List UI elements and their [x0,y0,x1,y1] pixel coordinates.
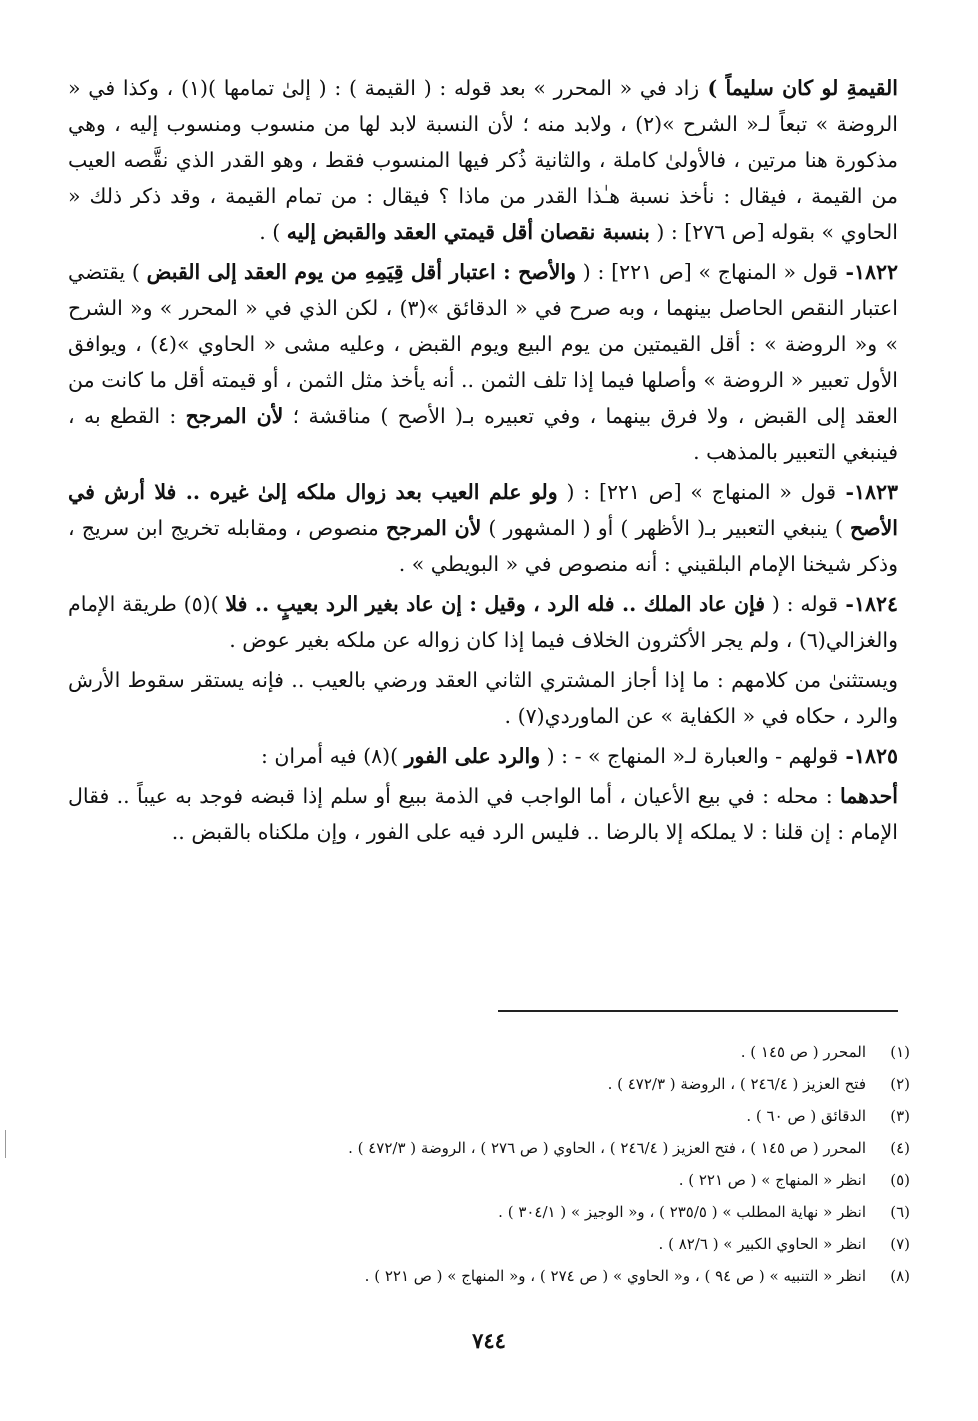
bold-quote-text: ١٨٢٣- [836,480,898,504]
footnote [68,1260,910,1292]
footnote-number: (٣) [890,1107,910,1125]
footnote [68,1196,910,1228]
footnote [68,1100,910,1132]
bold-quote-text: والرد على الفور [404,744,541,768]
body-text: قوله : ( [765,592,839,616]
body-text: )(٥) طريقة الإمام والغزالي(٦) ، ولم يجر الأكثرون الخلاف فيما إذا كان زواله عن ملكه بغير عوض . [68,592,898,652]
bold-quote-text: ١٨٢٥- [838,744,898,768]
bold-quote-text: والأصح : اعتبار أقل قِيَمِهِ من يوم العقد إلى القبض [146,260,576,284]
paragraph [68,662,898,734]
paragraph [68,474,898,582]
bold-quote-text: القيمةِ لو كان سليماً ) [699,76,898,100]
body-text: ) يقتضي اعتبار النقص الحاصل بينهما ، وبه صرح في « الدقائق »(٣) ، لكن الذي في « المحرر » و« الشرح » و« الروضة » : أقل القيمتين من يوم البيع ويوم القبض ، وعليه مشى « الحاوي »(٤) ، ويوافق الأول تعبير « الروضة » وأصلها فيما إذا تلف الثمن .. أنه يأخذ مثل الثمن ، أو قيمته أقل ما كانت من العقد إلى القبض ، ولا فرق بينهما ، وفي تعبيره بـ( الأصح ) مناقشة ؛ [68,260,899,428]
footnote-text: انظر « نهاية المطلب » ( ٢٣٥/٥ ) ، و« الوجيز » ( ٣٠٤/١ ) . [498,1203,866,1221]
body-text: زاد في « المحرر » بعد قوله : ( القيمة ) : ( إلىٰ تمامها )(١) ، وكذا في « الروضة » تبعاً لـ« الشرح »(٢) ، ولابد منه ؛ لأن النسبة لابد لها من منسوب ومنسوب إليه ، وهي مذكورة هنا مرتين ، فالأولىٰ كاملة ، والثانية ذُكر فيها المنسوب فقط ، وهو القدر الذي نقَّصه العيب من القيمة ، فيقال : نأخذ نسبة هـٰذا القدر من ماذا ؟ فيقال : من تمام القيمة ، وقد ذكر ذلك « الحاوي » بقوله [ص ٢٧٦] : ( [68,76,899,244]
footnote-number: (٤) [890,1139,910,1157]
paragraph [68,254,898,470]
footnote-number: (٧) [890,1235,910,1253]
paragraph [68,586,898,658]
footnote-text: المحرر ( ص ١٤٥ ) ، فتح العزيز ( ٢٤٦/٤ ) ، الحاوي ( ص ٢٧٦ ) ، الروضة ( ٤٧٢/٣ ) . [348,1139,866,1157]
body-text: : القطع به ، فينبغي التعبير بالمذهب . [68,404,898,464]
body-text: )(٨) فيه أمران : [260,744,405,768]
body-text: ويستثنىٰ من كلامهم : ما إذا أجاز المشتري الثاني العقد ورضي بالعيب .. فإنه يستقر سقوط الأرش والرد ، حكاه في « الكفاية » عن الماوردي(٧) . [68,668,898,728]
main-text [68,70,898,854]
footnote-text: انظر « الحاوي الكبير » ( ٨٢/٦ ) . [658,1235,866,1253]
body-text: منصوص ، ومقابله تخريج ابن سريج ، وذكر شيخنا الإمام البلقيني : أنه منصوص في « البويطي » . [68,516,898,576]
footnote-separator [498,1010,898,1012]
footnote-number: (١) [890,1043,910,1061]
footnote [68,1164,910,1196]
footnote [68,1036,910,1068]
footnote-text: المحرر ( ص ١٤٥ ) . [740,1043,866,1061]
body-text: : محله : في بيع الأعيان ، أما الواجب في الذمة ببيع أو سلم إذا قبضه فوجد به عيباً .. فقال الإمام : إن قلنا : لا يملكه إلا بالرضا .. فليس الرد فيه على الفور ، وإن ملكناه بالقبض .. [68,784,898,844]
bold-quote-text: ولو علم العيب بعد زوال ملكه إلىٰ غيره .. فلا أرش في الأصح [68,480,898,540]
footnotes [68,1036,910,1292]
body-text: قول « المنهاج » [ص ٢٢١] : ( [576,260,839,284]
footnote-text: انظر « المنهاج » ( ص ٢٢١ ) . [678,1171,866,1189]
body-text: ) . [259,220,287,244]
page-number: ٧٤٤ [472,1328,506,1353]
bold-quote-text: فإن عاد الملك .. فله الرد ، وقيل : إن عاد بغير الرد بعيبٍ .. فلا [225,592,766,616]
footnote [68,1132,910,1164]
footnote-text: انظر « التنبيه » ( ص ٩٤ ) ، و« الحاوي » ( ص ٢٧٤ ) ، و« المنهاج » ( ص ٢٢١ ) . [364,1267,866,1285]
body-text: قول « المنهاج » [ص ٢٢١] : ( [557,480,837,504]
bold-quote-text: ١٨٢٤- [838,592,898,616]
footnote-number: (٥) [890,1171,910,1189]
footnote [68,1068,910,1100]
footnote-number: (٨) [890,1267,910,1285]
paragraph [68,70,898,250]
paragraph [68,778,898,850]
scan-margin-line [5,1130,6,1158]
footnote-text: الدقائق ( ص ٦٠ ) . [746,1107,866,1125]
bold-quote-text: لأن المرجح [385,516,482,540]
footnote-text: فتح العزيز ( ٢٤٦/٤ ) ، الروضة ( ٤٧٢/٣ ) . [607,1075,866,1093]
body-text: قولهم - والعبارة لـ« المنهاج » - : ( [540,744,839,768]
bold-quote-text: لأن المرجح [185,404,284,428]
body-text: ) ينبغي التعبير بـ( الأظهر ) أو ( المشهور ) [481,516,850,540]
footnote [68,1228,910,1260]
footnote-number: (٦) [890,1203,910,1221]
bold-quote-text: ١٨٢٢- [838,260,898,284]
paragraph [68,738,898,774]
bold-quote-text: بنسبة نقصان أقل قيمتي العقد والقبض إليه [286,220,650,244]
footnote-number: (٢) [890,1075,910,1093]
bold-quote-text: أحدهما [839,784,898,808]
